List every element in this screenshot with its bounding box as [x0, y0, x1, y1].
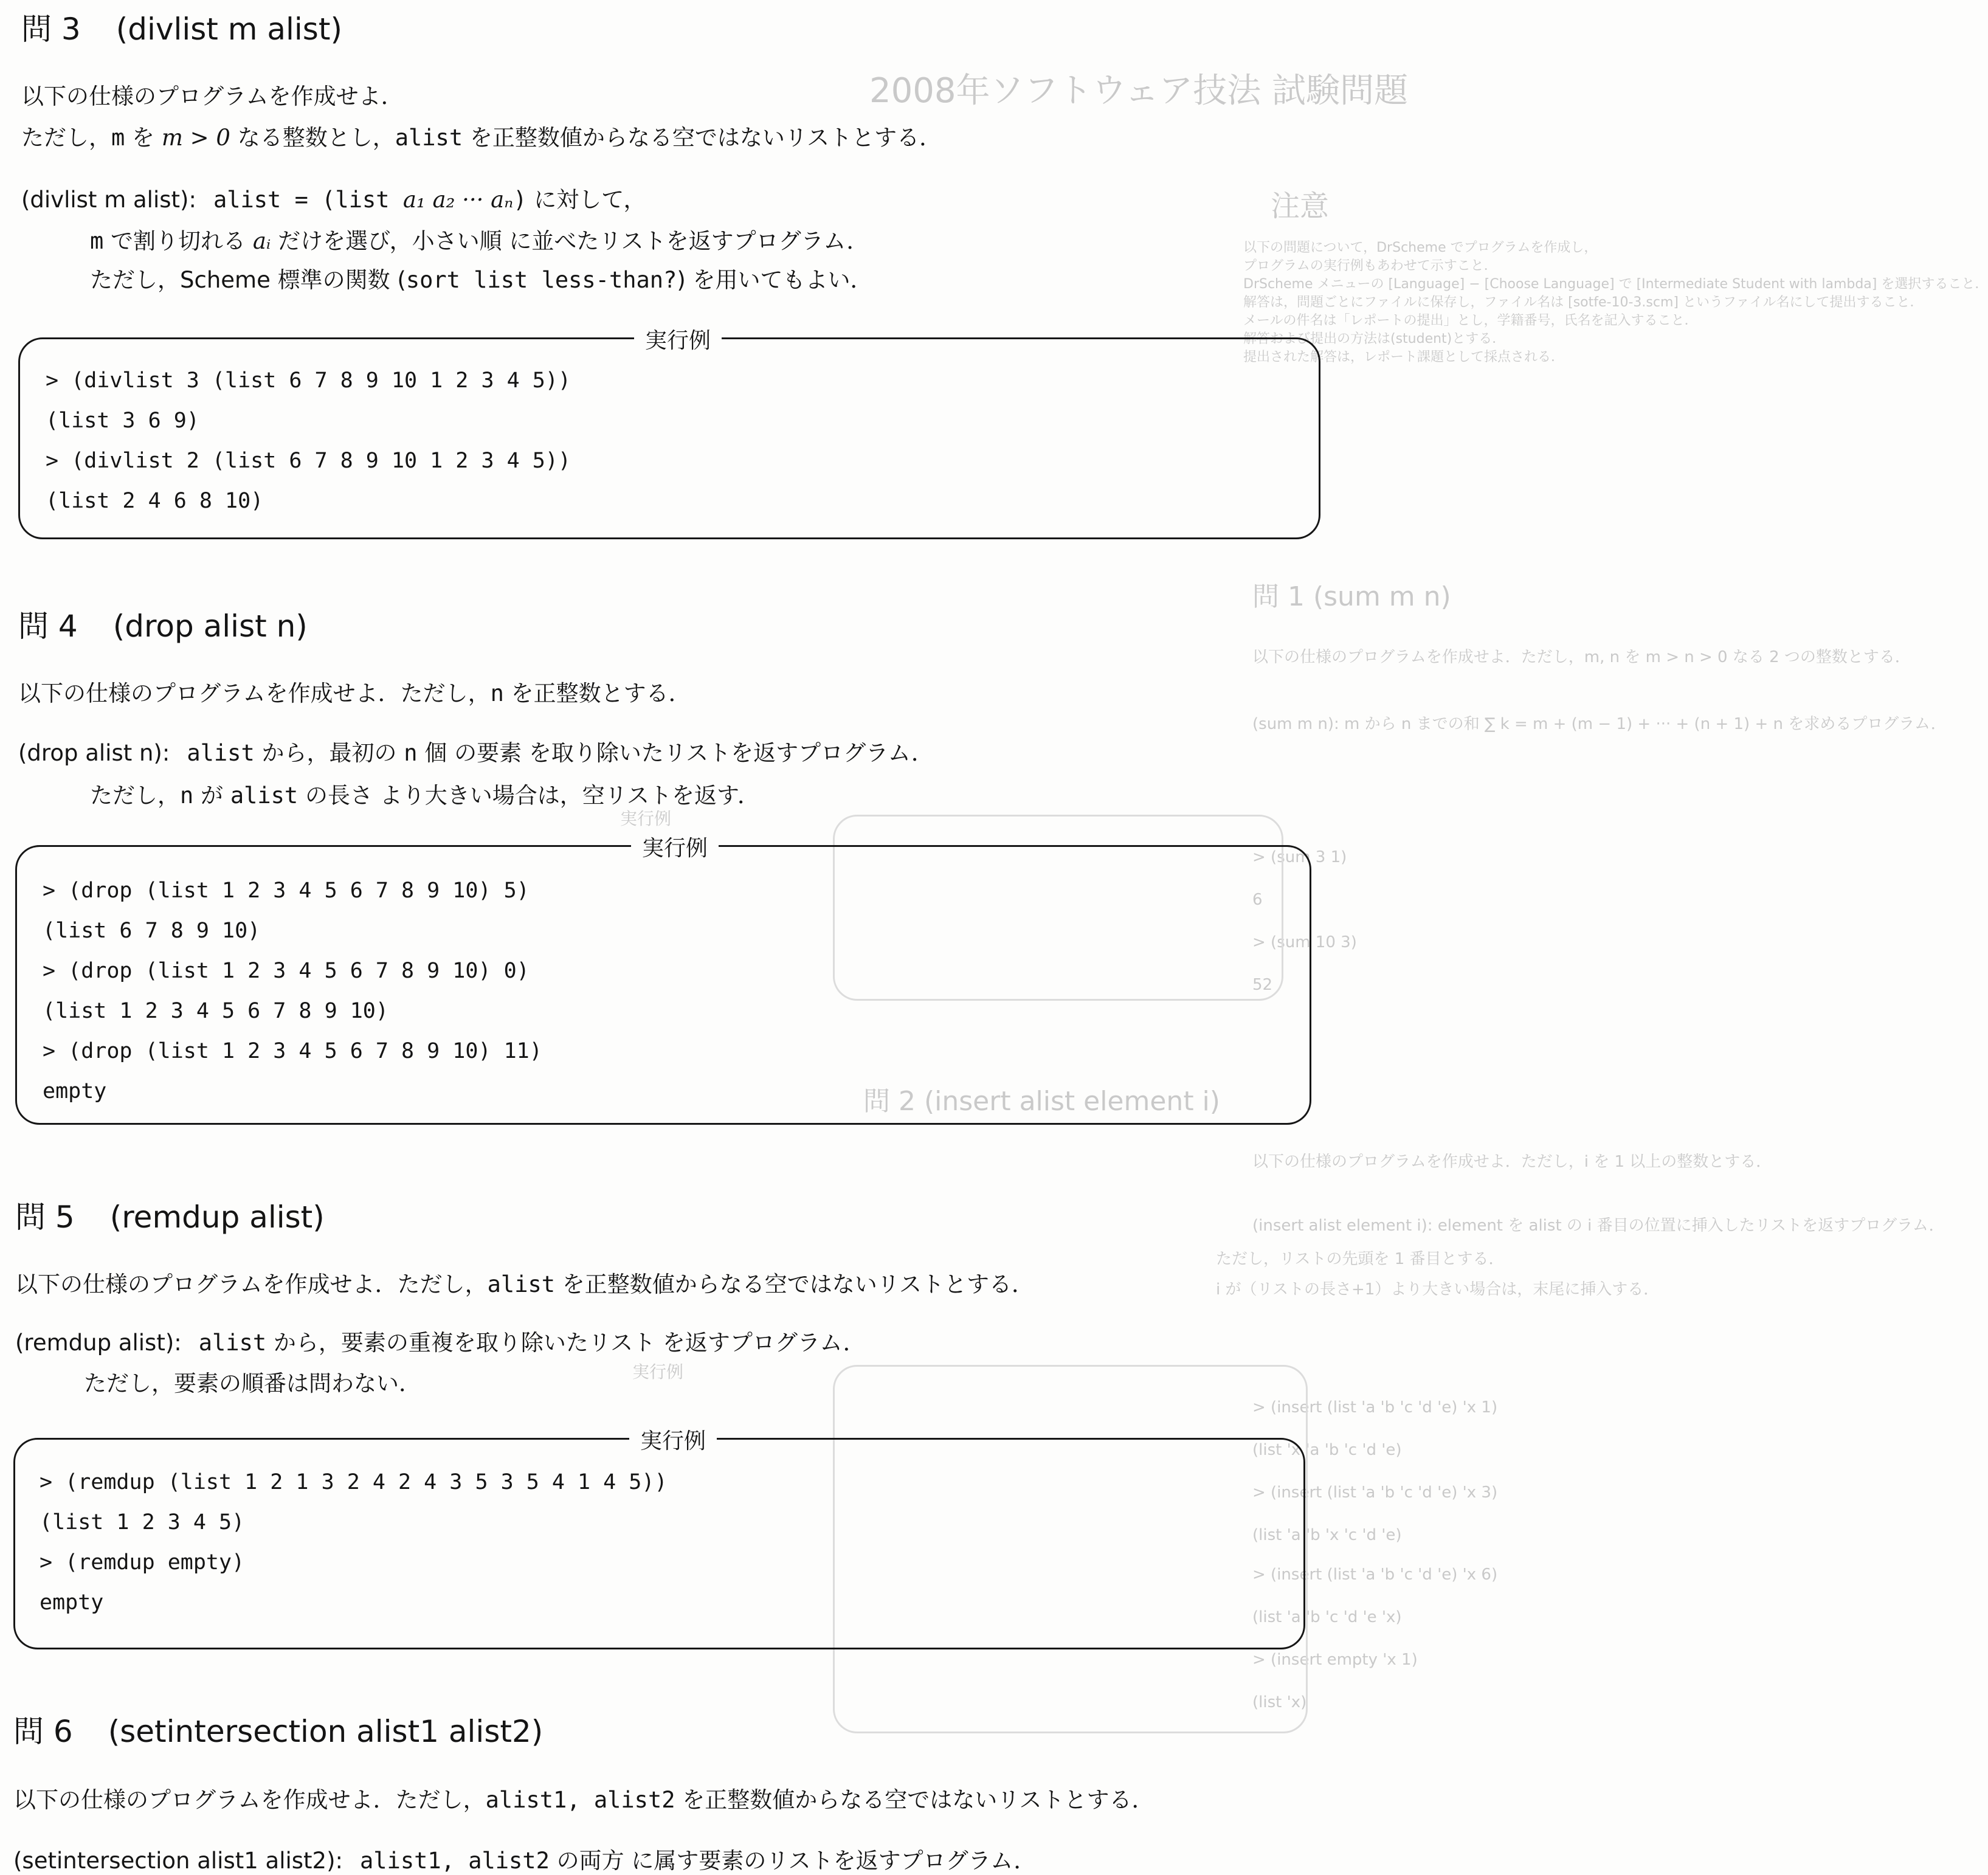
q3-example-title: 実行例	[634, 323, 722, 354]
bleed-q2-text: 以下の仕様のプログラムを作成せよ．ただし，i を 1 以上の整数とする．	[1252, 1153, 1772, 1171]
bleed-q2-code: (list 'x 'a 'b 'c 'd 'e)	[1252, 1441, 1402, 1459]
bleed-q1-text: 以下の仕様のプログラムを作成せよ．ただし，m, n を m > n > 0 なる 2 つの整数とする．	[1252, 648, 1911, 666]
bleed-q2-note: i が（リストの長さ+1）より大きい場合は，末尾に挿入する．	[1216, 1280, 1660, 1299]
q4-code-line: (list 6 7 8 9 10)	[43, 919, 261, 943]
q5-heading	[15, 1193, 325, 1237]
bleed-note-line: 提出された解答は，レポート課題として採点される．	[1243, 350, 1565, 365]
q3-heading	[21, 5, 342, 49]
q3-code-line: > (divlist 2 (list 6 7 8 9 10 1 2 3 4 5))	[46, 449, 571, 473]
bleed-q2-title: 問 2 (insert alist element i)	[863, 1086, 1220, 1117]
bleed-q2-spec: (insert alist element i): element を alist の i 番目の位置に挿入したリストを返すプログラム．	[1252, 1217, 1945, 1235]
q4-heading	[18, 602, 308, 646]
q5-line1: 以下の仕様のプログラムを作成せよ．ただし，alist を正整数値からなる空ではないリストとする．	[15, 1271, 1035, 1297]
q3-code-line: (list 2 4 6 8 10)	[46, 489, 264, 513]
bleed-q1-example-title: 実行例	[620, 809, 672, 829]
bleed-note-line: DrScheme メニューの [Language] − [Choose Language] で [Intermediate Student with lambda] を選択すること．	[1243, 277, 1988, 292]
bleed-note-line: 解答および提出の方法は(student)とする．	[1243, 331, 1506, 347]
bleed-q2-code: > (insert (list 'a 'b 'c 'd 'e) 'x 3)	[1252, 1483, 1498, 1502]
q3-example-box	[18, 328, 1320, 539]
bleed-title: 2008年ソフトウェア技法 試験問題	[869, 71, 1409, 111]
bleed-q2-code: > (insert (list 'a 'b 'c 'd 'e) 'x 6)	[1252, 1566, 1498, 1584]
bleed-q2-code: > (insert empty 'x 1)	[1252, 1651, 1418, 1669]
q6-line1: 以下の仕様のプログラムを作成せよ．ただし，alist1, alist2 を正整数値からなる空ではないリストとする．	[13, 1787, 1154, 1813]
q4-code-line: > (drop (list 1 2 3 4 5 6 7 8 9 10) 0)	[43, 959, 530, 983]
q4-example-box	[15, 836, 1311, 1125]
q6-number: 問 6	[13, 1714, 73, 1749]
bleed-q1-code: 6	[1252, 891, 1263, 909]
bleed-q1-code: 52	[1252, 976, 1273, 994]
bleed-note-line: 解答は，問題ごとにファイルに保存し，ファイル名は [sotfe-10-3.scm] というファイル名にして提出すること．	[1243, 295, 1924, 310]
q3-desc2: ただし，Scheme 標準の関数 (sort list less-than?) を用いてもよい．	[90, 267, 873, 293]
q5-example-title: 実行例	[629, 1424, 717, 1455]
q4-code-line: (list 1 2 3 4 5 6 7 8 9 10)	[43, 999, 388, 1023]
bleed-q2-code: (list 'a 'b 'c 'd 'e 'x)	[1252, 1608, 1402, 1626]
q3-number: 問 3	[21, 12, 81, 47]
q4-signature: (drop alist n):	[18, 740, 170, 766]
q3-line2: ただし，m を m > 0 なる整数とし，alist を正整数値からなる空ではないリストとする．	[21, 125, 942, 151]
q4-example-title: 実行例	[631, 831, 719, 862]
q5-number: 問 5	[15, 1200, 75, 1235]
q4-line1: 以下の仕様のプログラムを作成せよ．ただし，n を正整数とする．	[18, 680, 691, 706]
bleed-note: 注意	[1271, 189, 1330, 223]
q3-signature: (divlist m alist):	[21, 187, 196, 213]
q4-title: (drop alist n)	[112, 609, 308, 644]
bleed-q2-example-title: 実行例	[632, 1362, 684, 1382]
q3-code-line: > (divlist 3 (list 6 7 8 9 10 1 2 3 4 5))	[46, 368, 571, 393]
bleed-q1-code: > (sum 10 3)	[1252, 933, 1357, 951]
bleed-note-line: プログラムの実行例もあわせて示すこと．	[1243, 258, 1497, 274]
q4-spec: (drop alist n): alist から，最初の n 個 の要素 を取り除いたリストを返すプログラム．	[18, 740, 934, 766]
q5-desc: ただし，要素の順番は問わない．	[84, 1370, 421, 1397]
bleed-q1-code: > (sum 3 1)	[1252, 848, 1347, 866]
q6-title: (setintersection alist1 alist2)	[108, 1714, 544, 1749]
bleed-q2-note: ただし，リストの先頭を 1 番目とする．	[1216, 1250, 1505, 1268]
q6-spec: (setintersection alist1 alist2): alist1, alist2 の両方 に属す要素のリストを返すプログラム．	[13, 1848, 1037, 1874]
q4-code-line: empty	[43, 1079, 107, 1103]
q3-code-line: (list 3 6 9)	[46, 409, 199, 433]
q5-signature: (remdup alist):	[15, 1330, 182, 1356]
q5-code-line: > (remdup empty)	[40, 1550, 245, 1575]
q3-spec: (divlist m alist): alist = (list a₁ a₂ ··· aₙ) に対して，	[21, 187, 646, 213]
q5-spec: (remdup alist): alist から，要素の重複を取り除いたリスト を返すプログラム．	[15, 1330, 866, 1356]
q3-desc1: m で割り切れる aᵢ だけを選び，小さい順 に並べたリストを返すプログラム．	[90, 228, 869, 254]
q5-code-line: > (remdup (list 1 2 1 3 2 4 2 4 3 5 3 5 4 1 4 5))	[40, 1470, 668, 1494]
bleed-q2-code: (list 'a 'b 'x 'c 'd 'e)	[1252, 1526, 1402, 1544]
q4-number: 問 4	[18, 609, 78, 644]
bleed-q1-spec: (sum m n): m から n までの和 ∑ k = m + (m − 1) + ··· + (n + 1) + n を求めるプログラム．	[1252, 715, 1947, 733]
bleed-q1-title: 問 1 (sum m n)	[1252, 581, 1451, 612]
q4-desc: ただし，n が alist の長さ より大きい場合は，空リストを返す．	[90, 782, 761, 809]
q5-title: (remdup alist)	[109, 1200, 325, 1235]
q5-code-line: (list 1 2 3 4 5)	[40, 1510, 245, 1535]
bleed-q2-code: (list 'x)	[1252, 1693, 1307, 1711]
q5-code-line: empty	[40, 1590, 104, 1615]
q3-title: (divlist m alist)	[116, 12, 342, 47]
q3-line1: 以下の仕様のプログラムを作成せよ．	[21, 83, 404, 109]
q6-heading	[13, 1707, 543, 1751]
bleed-note-line: メールの件名は「レポートの提出」とし，学籍番号，氏名を記入すること．	[1243, 313, 1698, 328]
bleed-q2-code: > (insert (list 'a 'b 'c 'd 'e) 'x 1)	[1252, 1398, 1498, 1417]
q4-code-line: > (drop (list 1 2 3 4 5 6 7 8 9 10) 11)	[43, 1039, 542, 1063]
bleed-note-line: 以下の問題について，DrScheme でプログラムを作成し，	[1243, 240, 1598, 255]
q5-example-box	[13, 1429, 1305, 1649]
q6-signature: (setintersection alist1 alist2):	[13, 1848, 343, 1874]
q4-code-line: > (drop (list 1 2 3 4 5 6 7 8 9 10) 5)	[43, 879, 530, 903]
